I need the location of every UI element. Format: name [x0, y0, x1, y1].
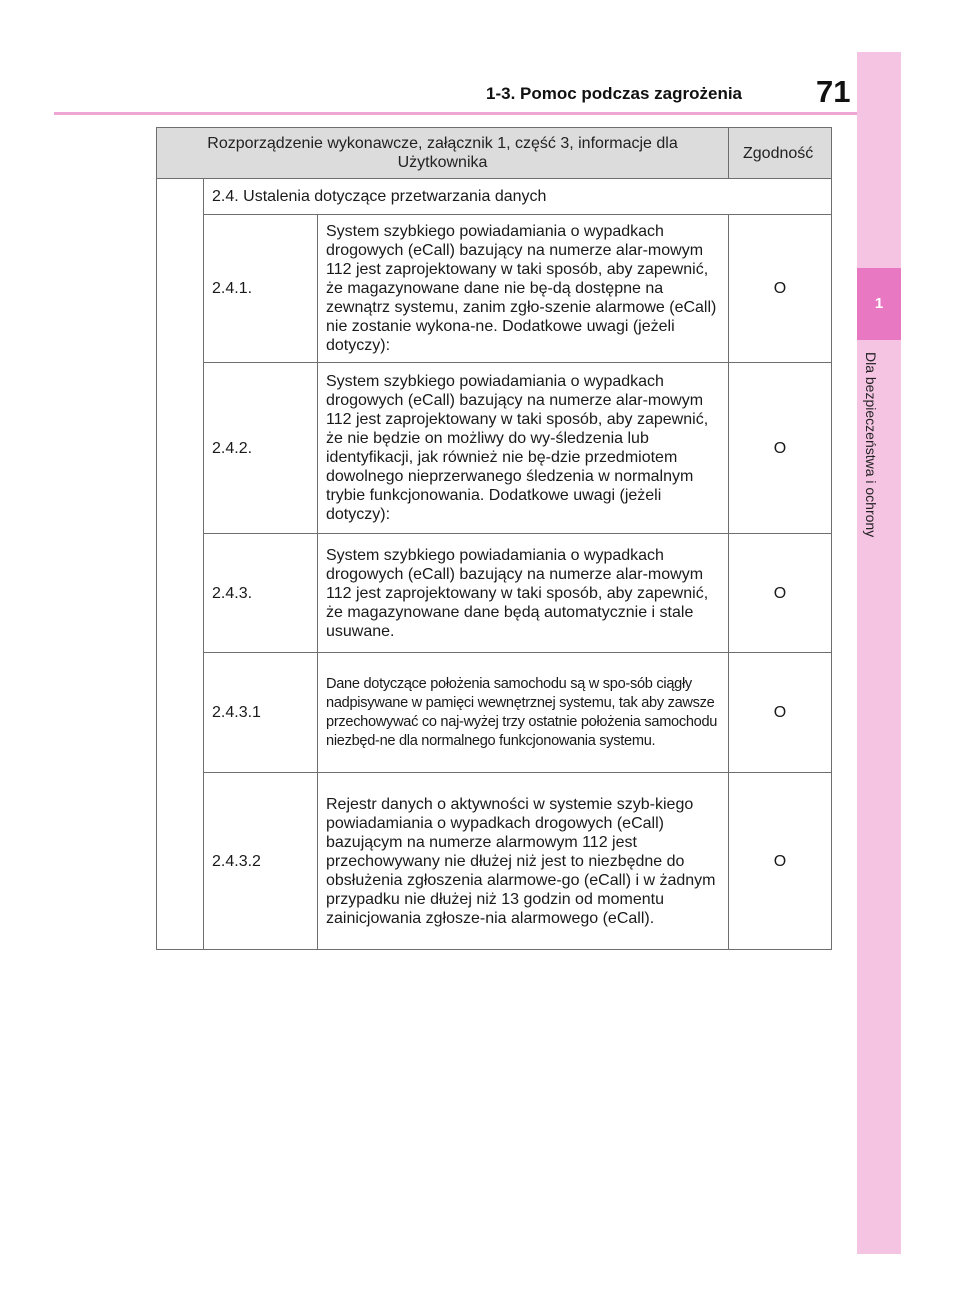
side-chapter-tab: [857, 52, 901, 1254]
row-compliance: O: [729, 363, 832, 534]
row-number: 2.4.3.2: [204, 773, 318, 950]
row-compliance: O: [729, 653, 832, 773]
indent-cell: [157, 179, 204, 950]
table-row: [157, 653, 832, 773]
row-description: System szybkiego powiadamiania o wypadkach drogowych (eCall) bazujący na numerze alar-mowym 112 jest zaprojektowany w taki sposób, aby zapewnić, że magazynowane dane będą automatycznie i stale usuwane.: [318, 534, 729, 653]
table-header-row: [157, 128, 832, 179]
row-number: 2.4.3.: [204, 534, 318, 653]
row-description: System szybkiego powiadamiania o wypadkach drogowych (eCall) bazujący na numerze alar-mowym 112 jest zaprojektowany w taki sposób, aby zapewnić, że nie będzie on możliwy do wy-śledzenia lub identyfikacji, jak również nie bę-dzie przedmiotem dowolnego nieprzerwanego śledzenia w normalnym trybie funkcjonowania. Dodatkowe uwagi (jeżeli dotyczy):: [318, 363, 729, 534]
header-divider: [54, 112, 858, 115]
section-title: 2.4. Ustalenia dotyczące przetwarzania danych: [204, 179, 832, 215]
table-row: [157, 534, 832, 653]
row-description: Dane dotyczące położenia samochodu są w spo-sób ciągły nadpisywane w pamięci wewnętrznej systemu, tak aby zawsze przechowywać co naj-wyżej trzy ostatnie położenia samochodu niezbęd-ne dla normalnego funkcjonowania systemu.: [318, 653, 729, 773]
page-number: 71: [816, 74, 851, 109]
row-number: 2.4.1.: [204, 215, 318, 363]
table-row: [157, 215, 832, 363]
side-chapter-number: 1: [857, 268, 901, 340]
page-header-title: 1-3. Pomoc podczas zagrożenia: [486, 84, 743, 103]
row-number: 2.4.2.: [204, 363, 318, 534]
row-number: 2.4.3.1: [204, 653, 318, 773]
header-regulation: Rozporządzenie wykonawcze, załącznik 1, część 3, informacje dla Użytkownika: [157, 128, 729, 179]
side-chapter-label: Dla bezpieczeństwa i ochrony: [863, 352, 879, 538]
row-compliance: O: [729, 534, 832, 653]
row-compliance: O: [729, 773, 832, 950]
row-description: System szybkiego powiadamiania o wypadkach drogowych (eCall) bazujący na numerze alar-mowym 112 jest zaprojektowany w taki sposób, aby zapewnić, że magazynowane dane nie bę-dą dostępne na zewnątrz systemu, zanim zgło-szenie alarmowe (eCall) nie zostanie wykona-ne. Dodatkowe uwagi (jeżeli dotyczy):: [318, 215, 729, 363]
header-compliance: Zgodność: [729, 128, 832, 179]
table-row: [157, 363, 832, 534]
row-compliance: O: [729, 215, 832, 363]
row-description: Rejestr danych o aktywności w systemie szyb-kiego powiadamiania o wypadkach drogowych (eCall) bazującym na numerze alarmowym 112 jest przechowywany nie dłużej niż jest to niezbędne do obsłużenia zgłoszenia alarmowe-go (eCall) i w żadnym przypadku nie dłużej niż 13 godzin od momentu zainicjowania zgłosze-nia alarmowego (eCall).: [318, 773, 729, 950]
table-row: [157, 773, 832, 950]
section-row: [157, 179, 832, 215]
requirements-table: [156, 127, 832, 950]
